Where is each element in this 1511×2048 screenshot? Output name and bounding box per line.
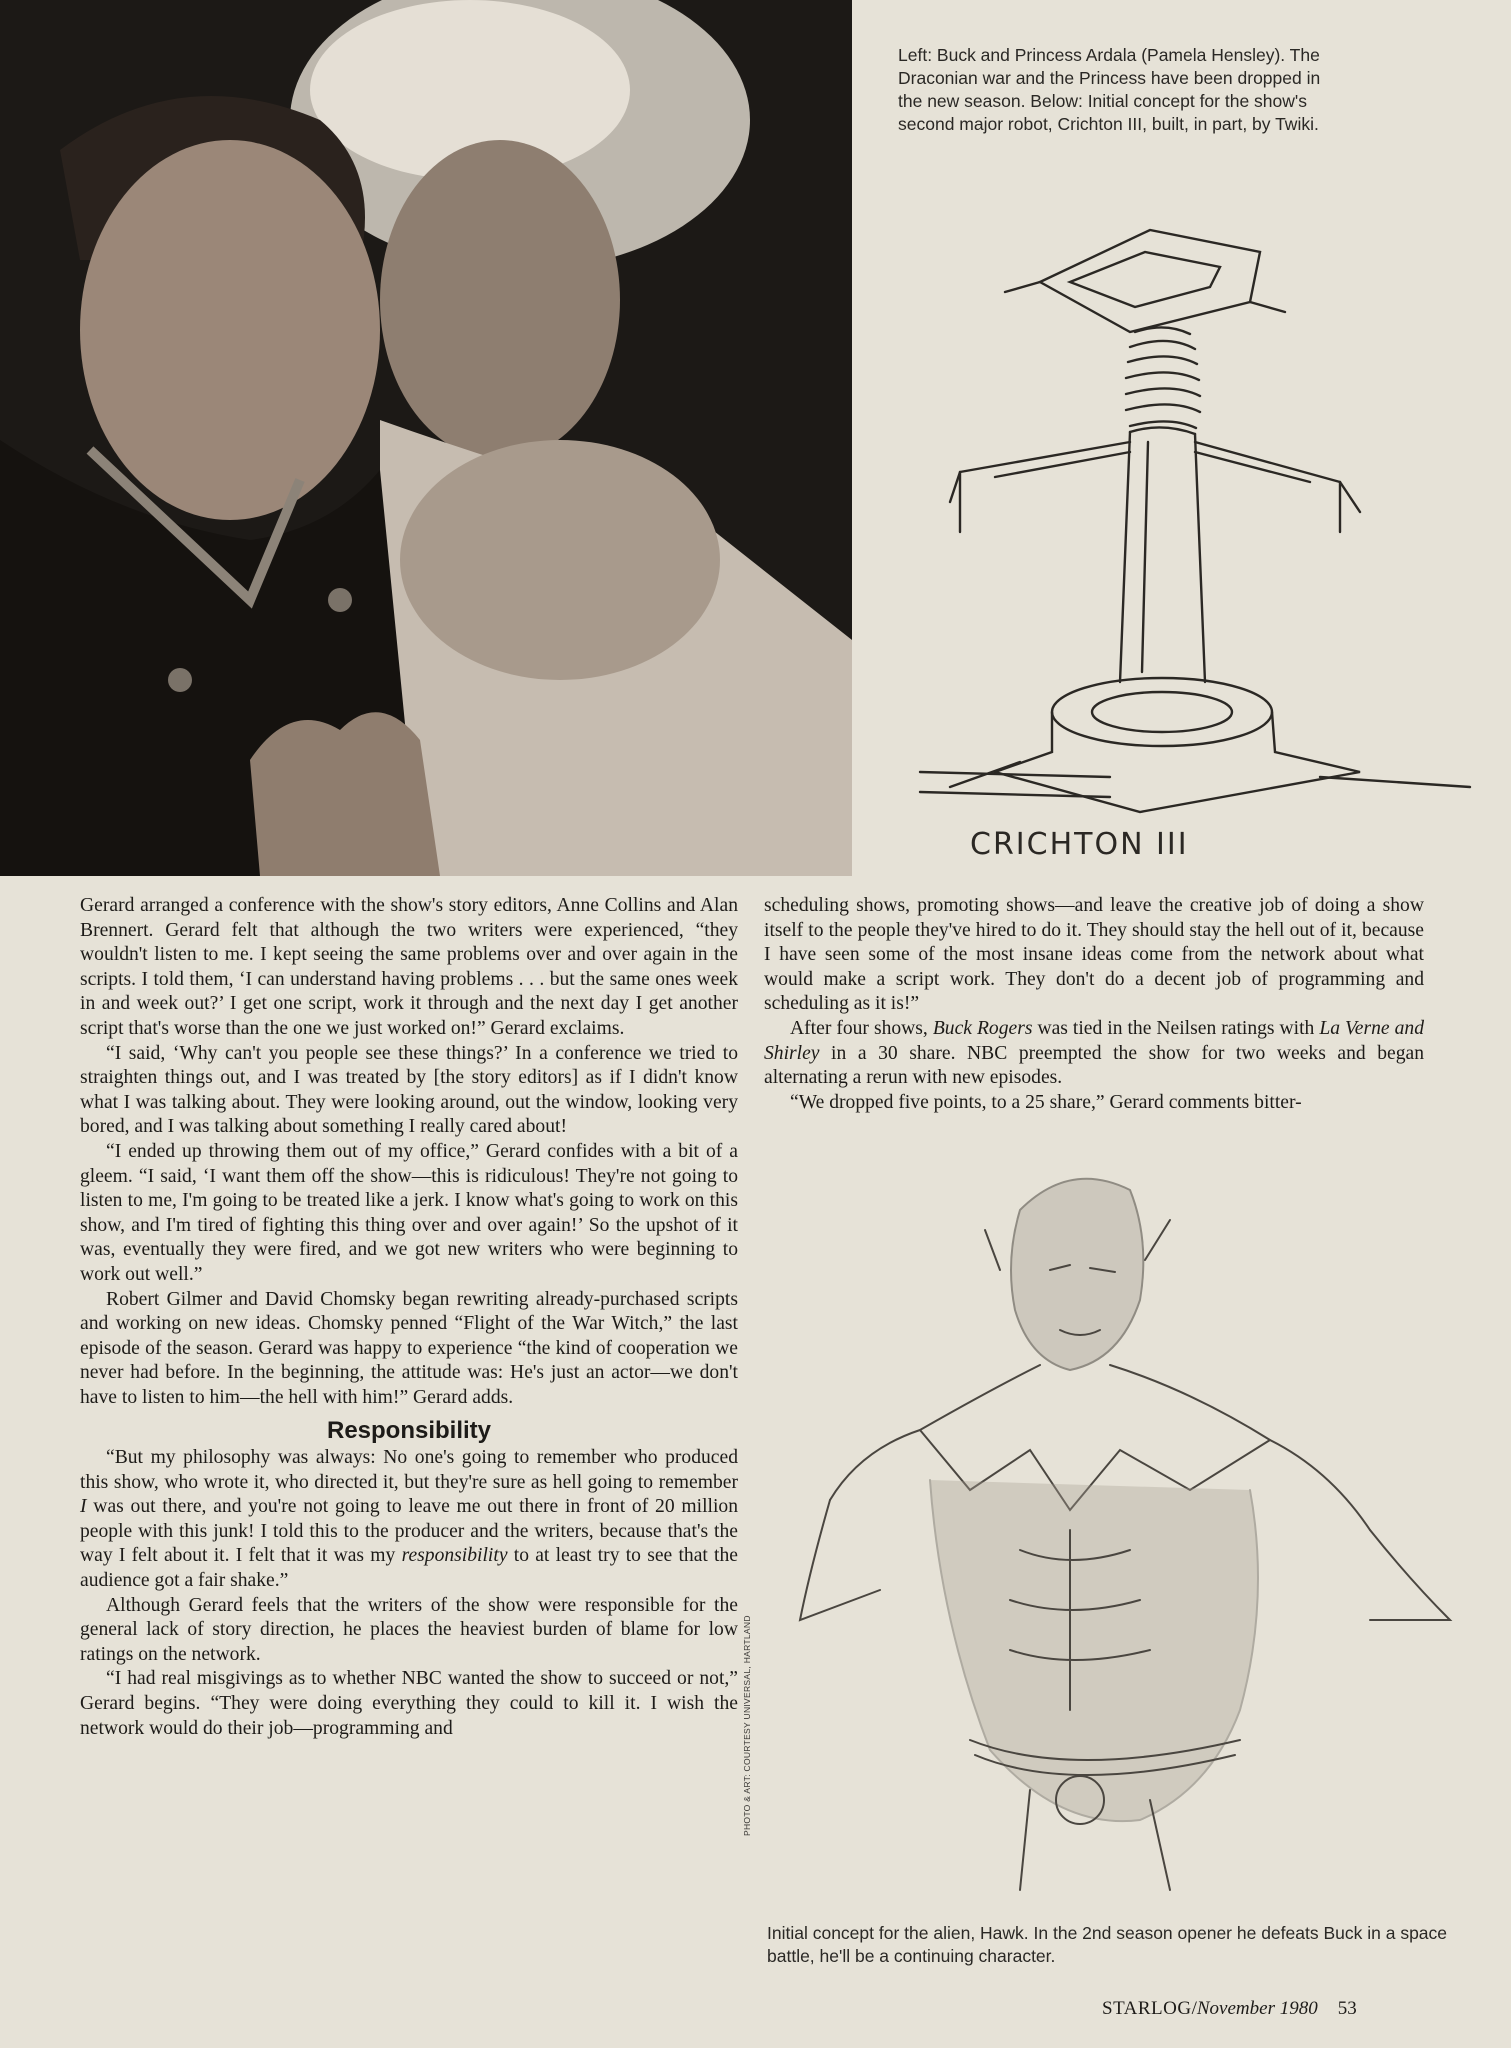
article-column-left: [80, 894, 738, 1741]
publication-name: STARLOG: [1102, 1998, 1192, 2019]
article-paragraph: Although Gerard feels that the writers of the show were responsible for the general lack of story direction, he places the heaviest burden of blame for low ratings on the network.: [80, 1594, 738, 1665]
article-paragraph: “But my philosophy was always: No one's going to remember who produced this show, who wrote it, who directed it, but they're sure as hell going to remember I was out there, and you're not going to leave me out there in front of 20 million people with this junk! I told this to the producer and the writers, because that's the way I felt about it. I felt that it was my responsibility to at least try to see that the audience got a fair shake.”: [80, 1447, 738, 1592]
photo-caption-bottom: Initial concept for the alien, Hawk. In the 2nd season opener he defeats Buck in a space battle, he'll be a continuing character.: [767, 1923, 1448, 1966]
article-paragraph: Robert Gilmer and David Chomsky began rewriting already-purchased scripts and working on new ideas. Chomsky penned “Flight of the War Witch,” the last episode of the season. Gerard was happy to experience “the kind of cooperation we never had before. In the beginning, the attitude was: He's just an actor—we don't have to listen to him—the hell with him!” Gerard adds.: [80, 1288, 738, 1408]
page-number: 53: [1337, 1998, 1357, 2019]
crichton-robot-sketch: [890, 212, 1490, 872]
photo-credit: PHOTO & ART: COURTESY UNIVERSAL, HARTLAND: [742, 1615, 752, 1836]
photo-caption-top: Left: Buck and Princess Ardala (Pamela Hensley). The Draconian war and the Princess have been dropped in the new season. Below: Initial concept for the show's second major robot, Crichton III, built, in part, by Twiki.: [898, 45, 1321, 134]
article-paragraph: “We dropped five points, to a 25 share,” Gerard comments bitter-: [790, 1091, 1302, 1113]
article-paragraph: “I ended up throwing them out of my office,” Gerard confides with a bit of a gleem. “I said, ‘I want them off the show—this is ridiculous! They're not going to listen to me, I'm going to be treated like a jerk. I know what's going to work on this show, and I'm tired of fighting this thing over and over again!’ So the upshot of it was, eventually they were fired, and we got new writers who were beginning to work out well.”: [80, 1140, 738, 1285]
article-paragraph: “I said, ‘Why can't you people see these things?’ In a conference we tried to straighten things out, and I was treated by [the story editors] as if I didn't know what I was talking about. They were looking around, out the window, looking very bored, and I was talking about something I really cared about!: [80, 1042, 738, 1138]
article-column-right: [764, 894, 1424, 1115]
article-paragraph: “I had real misgivings as to whether NBC wanted the show to succeed or not,” Gerard begins. “They were doing everything they could to kill it. I wish the network would do their job—programming and: [80, 1668, 738, 1739]
photo-buck-and-ardala: [0, 0, 852, 876]
page-footer: STARLOG/November 1980 53: [1102, 1998, 1357, 2019]
article-paragraph: scheduling shows, promoting shows—and leave the creative job of doing a show itself to the people they've hired to do it. They should stay the hell out of it, because I have seen some of the most insane ideas come from the network about what would make a script work. They don't do a decent job of programming and scheduling as it is!”: [764, 895, 1424, 1015]
issue-date: November 1980: [1196, 1998, 1318, 2019]
article-paragraph: Gerard arranged a conference with the show's story editors, Anne Collins and Alan Brennert. Gerard felt that although the two writers were experienced, “they wouldn't listen to me. I kept seeing the same problems over and over again in the scripts. I told them, ‘I can understand having problems . . . but the same ones week in and week out?’ I get one script, work it through and the next day I get another script that's worse than the one we just worked on!” Gerard exclaims.: [80, 895, 738, 1039]
hawk-alien-sketch: [770, 1150, 1470, 1910]
section-subhead: Responsibility: [326, 1417, 492, 1445]
robot-sketch-label: CRICHTON III: [970, 827, 1189, 862]
article-paragraph: After four shows, Buck Rogers was tied in the Neilsen ratings with La Verne and Shirley in a 30 share. NBC preempted the show for two weeks and began alternating a rerun with new episodes.: [764, 1017, 1424, 1089]
